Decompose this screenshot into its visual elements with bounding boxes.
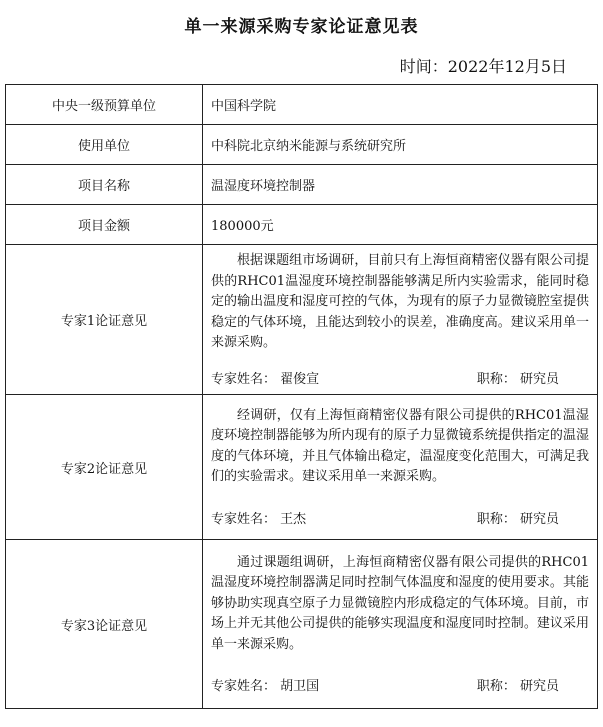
row-value: 180000元 xyxy=(203,205,598,245)
row-value: 温湿度环境控制器 xyxy=(203,165,598,205)
expert-name: 专家姓名： 王杰 xyxy=(211,511,307,527)
expert-opinion-cell xyxy=(203,540,598,709)
expert-label: 专家3论证意见 xyxy=(6,540,203,709)
expert-row xyxy=(6,245,598,395)
row-value: 中国科学院 xyxy=(203,85,598,125)
table-row xyxy=(6,205,598,245)
expert-signature xyxy=(211,677,589,698)
row-label: 项目名称 xyxy=(6,165,203,205)
expert-row xyxy=(6,540,598,709)
row-label: 使用单位 xyxy=(6,125,203,165)
expert-title: 职称： 研究员 xyxy=(476,679,559,694)
expert-label: 专家2论证意见 xyxy=(6,395,203,540)
expert-title: 职称： 研究员 xyxy=(476,511,559,527)
opinion-form-table xyxy=(5,84,598,709)
expert-row xyxy=(6,395,598,540)
expert-opinion-text: 根据课题组市场调研，目前只有上海恒商精密仪器有限公司提供的RHC01温湿度环境控制器能够满足所内实验需求，能同时稳定的输出温度和湿度可控的气体，为现有的原子力显微镜腔室提供稳定的气体环境，且能达到较小的误差，准确度高。建议采用单一来源采购。 xyxy=(211,253,589,350)
table-row xyxy=(6,125,598,165)
form-title: 单一来源采购专家论证意见表 xyxy=(184,17,419,37)
row-label: 项目金额 xyxy=(6,205,203,245)
expert-signature xyxy=(211,370,589,391)
date-line: 时间：2022年12月5日 xyxy=(399,57,567,76)
expert-label: 专家1论证意见 xyxy=(6,245,203,395)
expert-opinion-cell xyxy=(203,395,598,540)
expert-name: 专家姓名： 翟俊宣 xyxy=(211,371,320,387)
expert-opinion-text: 通过课题组调研，上海恒商精密仪器有限公司提供的RHC01温湿度环境控制器满足同时控制气体温度和湿度的使用要求。其能够协助实现真空原子力显微镜腔内形成稳定的气体环境。目前，市场上并无其他公司提供的能够实现温度和湿度同时控制。建议采用单一来源采购。 xyxy=(211,554,589,652)
table-row xyxy=(6,165,598,205)
expert-title: 职称： 研究员 xyxy=(476,371,559,387)
expert-opinion-cell xyxy=(203,245,598,395)
row-value: 中科院北京纳米能源与系统研究所 xyxy=(203,125,598,165)
table-row xyxy=(6,85,598,125)
row-label: 中央一级预算单位 xyxy=(6,85,203,125)
expert-name: 专家姓名： 胡卫国 xyxy=(211,679,320,694)
expert-signature xyxy=(211,510,589,531)
expert-opinion-text: 经调研，仅有上海恒商精密仪器有限公司提供的RHC01温湿度环境控制器能够为所内现有的原子力显微镜系统提供指定的温湿度的气体环境，并且气体输出稳定，温湿度变化范围大，可满足我们的实验需求。建议采用单一来源采购。 xyxy=(211,407,589,485)
